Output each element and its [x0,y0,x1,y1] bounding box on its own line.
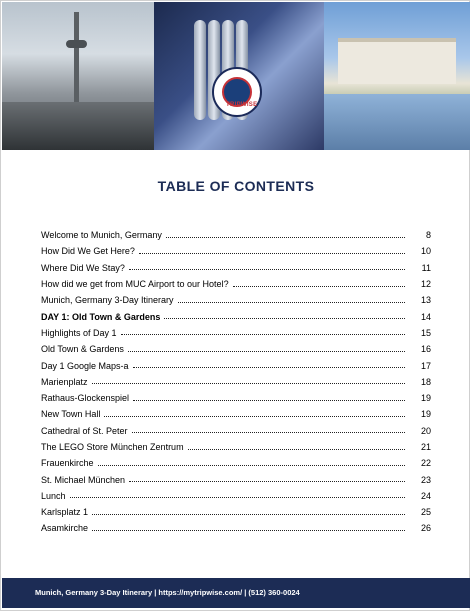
toc-entry-label: Welcome to Munich, Germany [41,230,162,241]
toc-entry[interactable] [41,325,431,341]
toc-entry[interactable] [41,227,431,243]
dot-leader [128,351,405,352]
nymphenburg-palace-photo [324,2,470,150]
toc-entry-label: DAY 1: Old Town & Gardens [41,311,161,322]
toc-entry-page-number: 12 [420,279,431,290]
toc-entry[interactable] [41,504,431,520]
dot-leader [92,530,405,531]
logo-wordmark: TRIPWISE [226,102,258,108]
dot-leader [178,302,405,303]
toc-entry-page-number: 24 [420,490,431,501]
toc-entry[interactable] [41,341,431,357]
toc-entry-label: How did we get from MUC Airport to our Hotel? [41,279,229,290]
toc-entry[interactable] [41,357,431,373]
footer-bar [2,578,470,608]
toc-entry-page-number: 14 [420,311,431,322]
toc-entry[interactable] [41,406,431,422]
toc-entry-label: Munich, Germany 3-Day Itinerary [41,295,174,306]
palace-shape [338,38,456,84]
tower-top-shape [66,40,87,48]
toc-entry[interactable] [41,520,431,536]
tripwise-logo [212,67,262,117]
toc-entry-page-number: 10 [420,246,431,257]
toc-entry[interactable] [41,308,431,324]
toc-entry-page-number: 19 [420,409,431,420]
toc-entry[interactable] [41,390,431,406]
dot-leader [129,481,405,482]
dot-leader [132,432,405,433]
toc-entry[interactable] [41,455,431,471]
olympic-tower-photo [2,2,154,150]
toc-entry[interactable] [41,260,431,276]
toc-entry-page-number: 22 [420,458,431,469]
toc-entry-page-number: 15 [420,327,431,338]
toc-entry-label: Frauenkirche [41,458,94,469]
dot-leader [92,514,405,515]
dot-leader [121,334,405,335]
toc-entry-page-number: 19 [420,393,431,404]
dot-leader [98,465,405,466]
toc-entry-page-number: 13 [420,295,431,306]
toc-entry[interactable] [41,423,431,439]
page-title: TABLE OF CONTENTS [157,178,315,194]
dot-leader [139,253,405,254]
dot-leader [164,318,405,319]
toc-entry-label: How Did We Get Here? [41,246,135,257]
toc-entry-label: Asamkirche [41,523,89,534]
toc-entry-label: The LEGO Store München Zentrum [41,442,184,452]
dot-leader [188,449,405,450]
dot-leader [133,367,405,368]
toc-entry-page-number: 17 [420,360,431,371]
toc-entry-label: Where Did We Stay? [41,262,125,273]
toc-entry-page-number: 20 [420,425,431,436]
toc-entry-page-number: 25 [420,507,431,518]
footer-text: Munich, Germany 3-Day Itinerary | https://mytripwise.com/ | (512) 360-0024 [35,588,300,597]
toc-entry-label: Day 1 Google Maps-a [41,360,129,371]
dot-leader [133,400,405,401]
toc-entry[interactable] [41,374,431,390]
cylinder-shape [194,20,206,120]
toc-entry-label: Old Town & Gardens [41,344,124,355]
toc-entry[interactable] [41,276,431,292]
toc-entry-label: New Town Hall [41,409,101,420]
toc-entry[interactable] [41,243,431,259]
dot-leader [129,269,405,270]
dot-leader [233,286,405,287]
toc-entry-page-number: 8 [425,230,431,241]
toc-entry[interactable] [41,292,431,308]
toc-entry-label: Highlights of Day 1 [41,327,117,338]
toc-entry-page-number: 26 [420,523,431,534]
toc-entry-label: Lunch [41,490,66,501]
toc-entry-label: Marienplatz [41,376,88,387]
table-of-contents [41,227,431,537]
dot-leader [70,497,405,498]
toc-entry-page-number: 16 [420,344,431,355]
toc-entry[interactable] [41,471,431,487]
dot-leader [166,237,405,238]
toc-entry-label: St. Michael München [41,474,126,485]
dot-leader [92,383,405,384]
toc-entry-label: Rathaus-Glockenspiel [41,393,130,404]
toc-entry-label: Cathedral of St. Peter [41,425,128,436]
water-shape [324,94,470,150]
toc-entry-page-number: 21 [420,442,431,452]
toc-entry[interactable] [41,439,431,455]
dot-leader [104,416,405,417]
toc-entry-page-number: 23 [420,474,431,485]
toc-entry-page-number: 11 [421,262,431,273]
toc-entry[interactable] [41,488,431,504]
stadium-roof-shape [2,102,154,150]
toc-entry-label: Karlsplatz 1 [41,507,89,518]
toc-entry-page-number: 18 [420,376,431,387]
